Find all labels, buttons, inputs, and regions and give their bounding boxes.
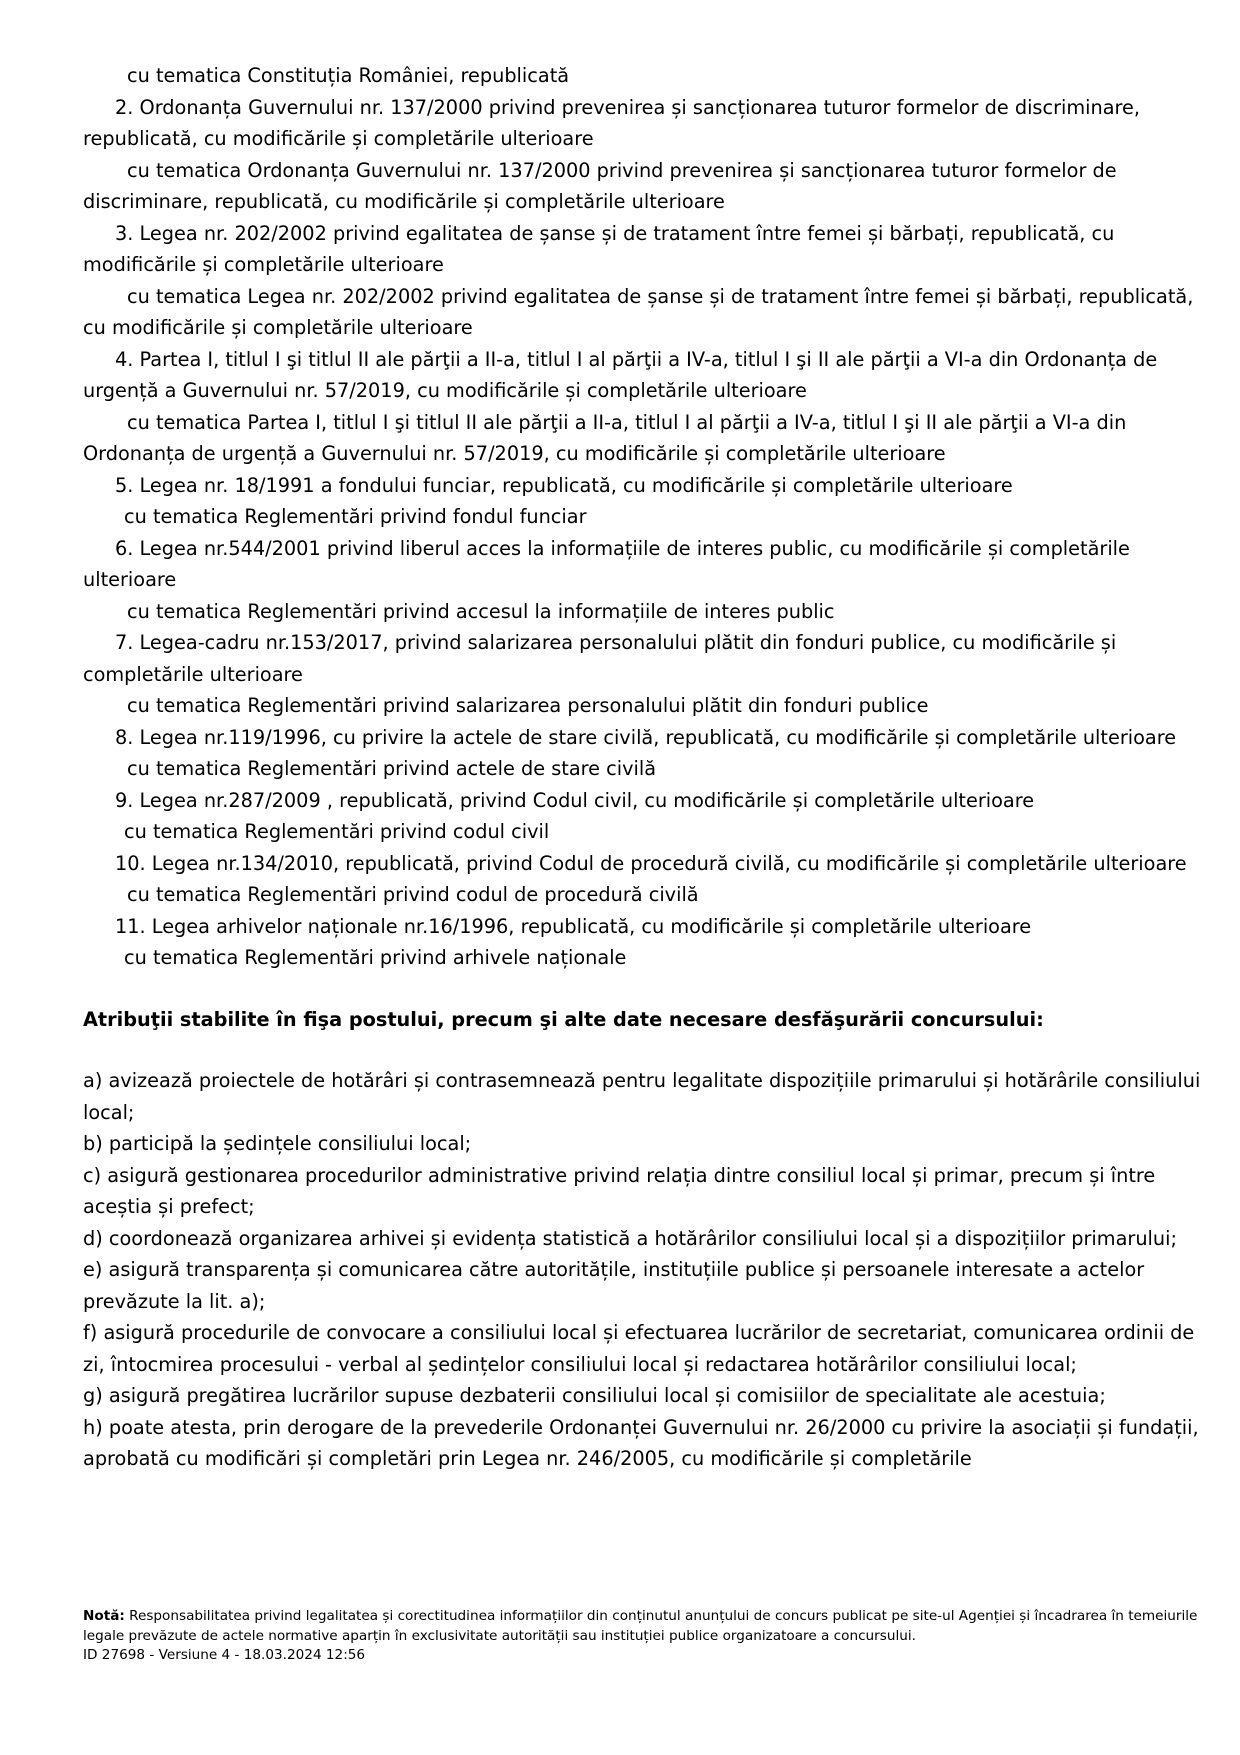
law-topic: cu tematica Ordonanța Guvernului nr. 137/2000 privind prevenirea și sancționarea tuturor formelor de discriminare, republicată, cu modificările și completările ulterioare (83, 158, 1117, 213)
duty-item: e) asigură transparența și comunicarea către autoritățile, instituțiile publice și persoanele interesate a actelor prevăzute la lit. a); (83, 1258, 1145, 1313)
law-title: 3. Legea nr. 202/2002 privind egalitatea de șanse și de tratament între femei și bărbați, republicată, cu modificările și completările ulterioare (83, 221, 1115, 276)
law-topic: cu tematica Reglementări privind salarizarea personalului plătit din fonduri publice (127, 694, 929, 717)
duties-heading: Atribuţii stabilite în fişa postului, precum şi alte date necesare desfăşurării concursului: (83, 1007, 1044, 1031)
law-item-10 (83, 848, 1203, 911)
duty-item: h) poate atesta, prin derogare de la prevederile Ordonanței Guvernului nr. 26/2000 cu privire la asociații și fundații, aprobată cu modificări și completări prin Legea nr. 246/2005, cu modificările și completările (83, 1415, 1199, 1470)
law-topic: cu tematica Reglementări privind codul de procedură civilă (127, 883, 699, 906)
law-title: 10. Legea nr.134/2010, republicată, privind Codul de procedură civilă, cu modificările și completările ulterioare (115, 851, 1187, 875)
law-title: 9. Legea nr.287/2009 , republicată, privind Codul civil, cu modificările și completările ulterioare (115, 788, 1035, 812)
law-item-3 (83, 218, 1203, 344)
footer-note (83, 1607, 1208, 1646)
law-topic: cu tematica Reglementări privind actele de stare civilă (127, 757, 657, 780)
duty-item: f) asigură procedurile de convocare a consiliului local și efectuarea lucrărilor de secretariat, comunicarea ordinii de zi, întocmirea procesului - verbal al ședințelor consiliului local și redactarea hotărârilor consiliului local; (83, 1321, 1195, 1376)
law-item-4 (83, 344, 1203, 470)
law-topic: cu tematica Partea I, titlul I şi titlul II ale părţii a II-a, titlul I al părţii a IV-a, titlul I şi II ale părţii a VI-a din Ordonanța de urgență a Guvernului nr. 57/2019, cu modificările și completările ulterioare (83, 410, 1127, 465)
law-title: 11. Legea arhivelor naționale nr.16/1996, republicată, cu modificările și completările ulterioare (115, 914, 1032, 938)
law-topic-constitution: cu tematica Constituția României, republicată (127, 64, 570, 87)
law-item-6 (83, 533, 1203, 628)
document-version: ID 27698 - Versiune 4 - 18.03.2024 12:56 (83, 1647, 366, 1663)
law-topic: cu tematica Legea nr. 202/2002 privind egalitatea de șanse și de tratament între femei și bărbați, republicată, cu modificările și completările ulterioare (83, 284, 1194, 339)
law-title: 6. Legea nr.544/2001 privind liberul acces la informațiile de interes public, cu modificările și completările ulterioare (83, 536, 1130, 591)
law-item-9 (83, 785, 1203, 848)
law-item-2 (83, 92, 1203, 218)
duty-item: b) participă la ședințele consiliului local; (83, 1132, 472, 1155)
law-topic: cu tematica Reglementări privind codul civil (124, 820, 550, 843)
note-label: Notă: (83, 1608, 125, 1624)
duty-item: g) asigură pregătirea lucrărilor supuse dezbaterii consiliului local și comisiilor de specialitate ale acestuia; (83, 1384, 1106, 1407)
law-title: 4. Partea I, titlul I şi titlul II ale părţii a II-a, titlul I al părţii a IV-a, titlul I şi II ale părţii a VI-a din Ordonanța de urgență a Guvernului nr. 57/2019, cu modificările și completările ulterioare (83, 347, 1158, 402)
law-item-5 (83, 470, 1203, 533)
law-title: 2. Ordonanța Guvernului nr. 137/2000 privind prevenirea și sancționarea tuturor formelor de discriminare, republicată, cu modificările și completările ulterioare (83, 95, 1141, 150)
law-topic: cu tematica Reglementări privind arhivele naționale (124, 946, 627, 969)
duty-item: c) asigură gestionarea procedurilor administrative privind relația dintre consiliul local și primar, precum și între aceștia și prefect; (83, 1163, 1156, 1218)
law-topic: cu tematica Reglementări privind fondul funciar (124, 505, 587, 528)
duty-item: d) coordonează organizarea arhivei și evidența statistică a hotărârilor consiliului local și a dispozițiilor primarului; (83, 1226, 1177, 1250)
document-body (83, 60, 1203, 1475)
law-title: 5. Legea nr. 18/1991 a fondului funciar, republicată, cu modificările și completările ulterioare (115, 473, 1013, 497)
law-item-11 (83, 911, 1203, 974)
law-title: 8. Legea nr.119/1996, cu privire la actele de stare civilă, republicată, cu modificările și completările ulterioare (115, 725, 1177, 749)
duties-list (83, 1065, 1203, 1475)
law-item-7 (83, 627, 1203, 722)
note-text: Responsabilitatea privind legalitatea și corectitudinea informațiilor din conținutul anunțului de concurs publicat pe site-ul Agenției și încadrarea în temeiurile legale prevăzute de actele normative aparțin în exclusivitate autorității sau instituției publice organizatoare a concursului. (83, 1608, 1198, 1644)
law-title: 7. Legea-cadru nr.153/2017, privind salarizarea personalului plătit din fonduri publice, cu modificările și completările ulterioare (83, 631, 1117, 686)
law-topic: cu tematica Reglementări privind accesul la informațiile de interes public (127, 599, 835, 623)
page-footer (83, 1607, 1208, 1666)
duty-item: a) avizează proiectele de hotărâri și contrasemnează pentru legalitate dispozițiile primarului și hotărârile consiliului local; (83, 1069, 1201, 1124)
law-item-8 (83, 722, 1203, 785)
